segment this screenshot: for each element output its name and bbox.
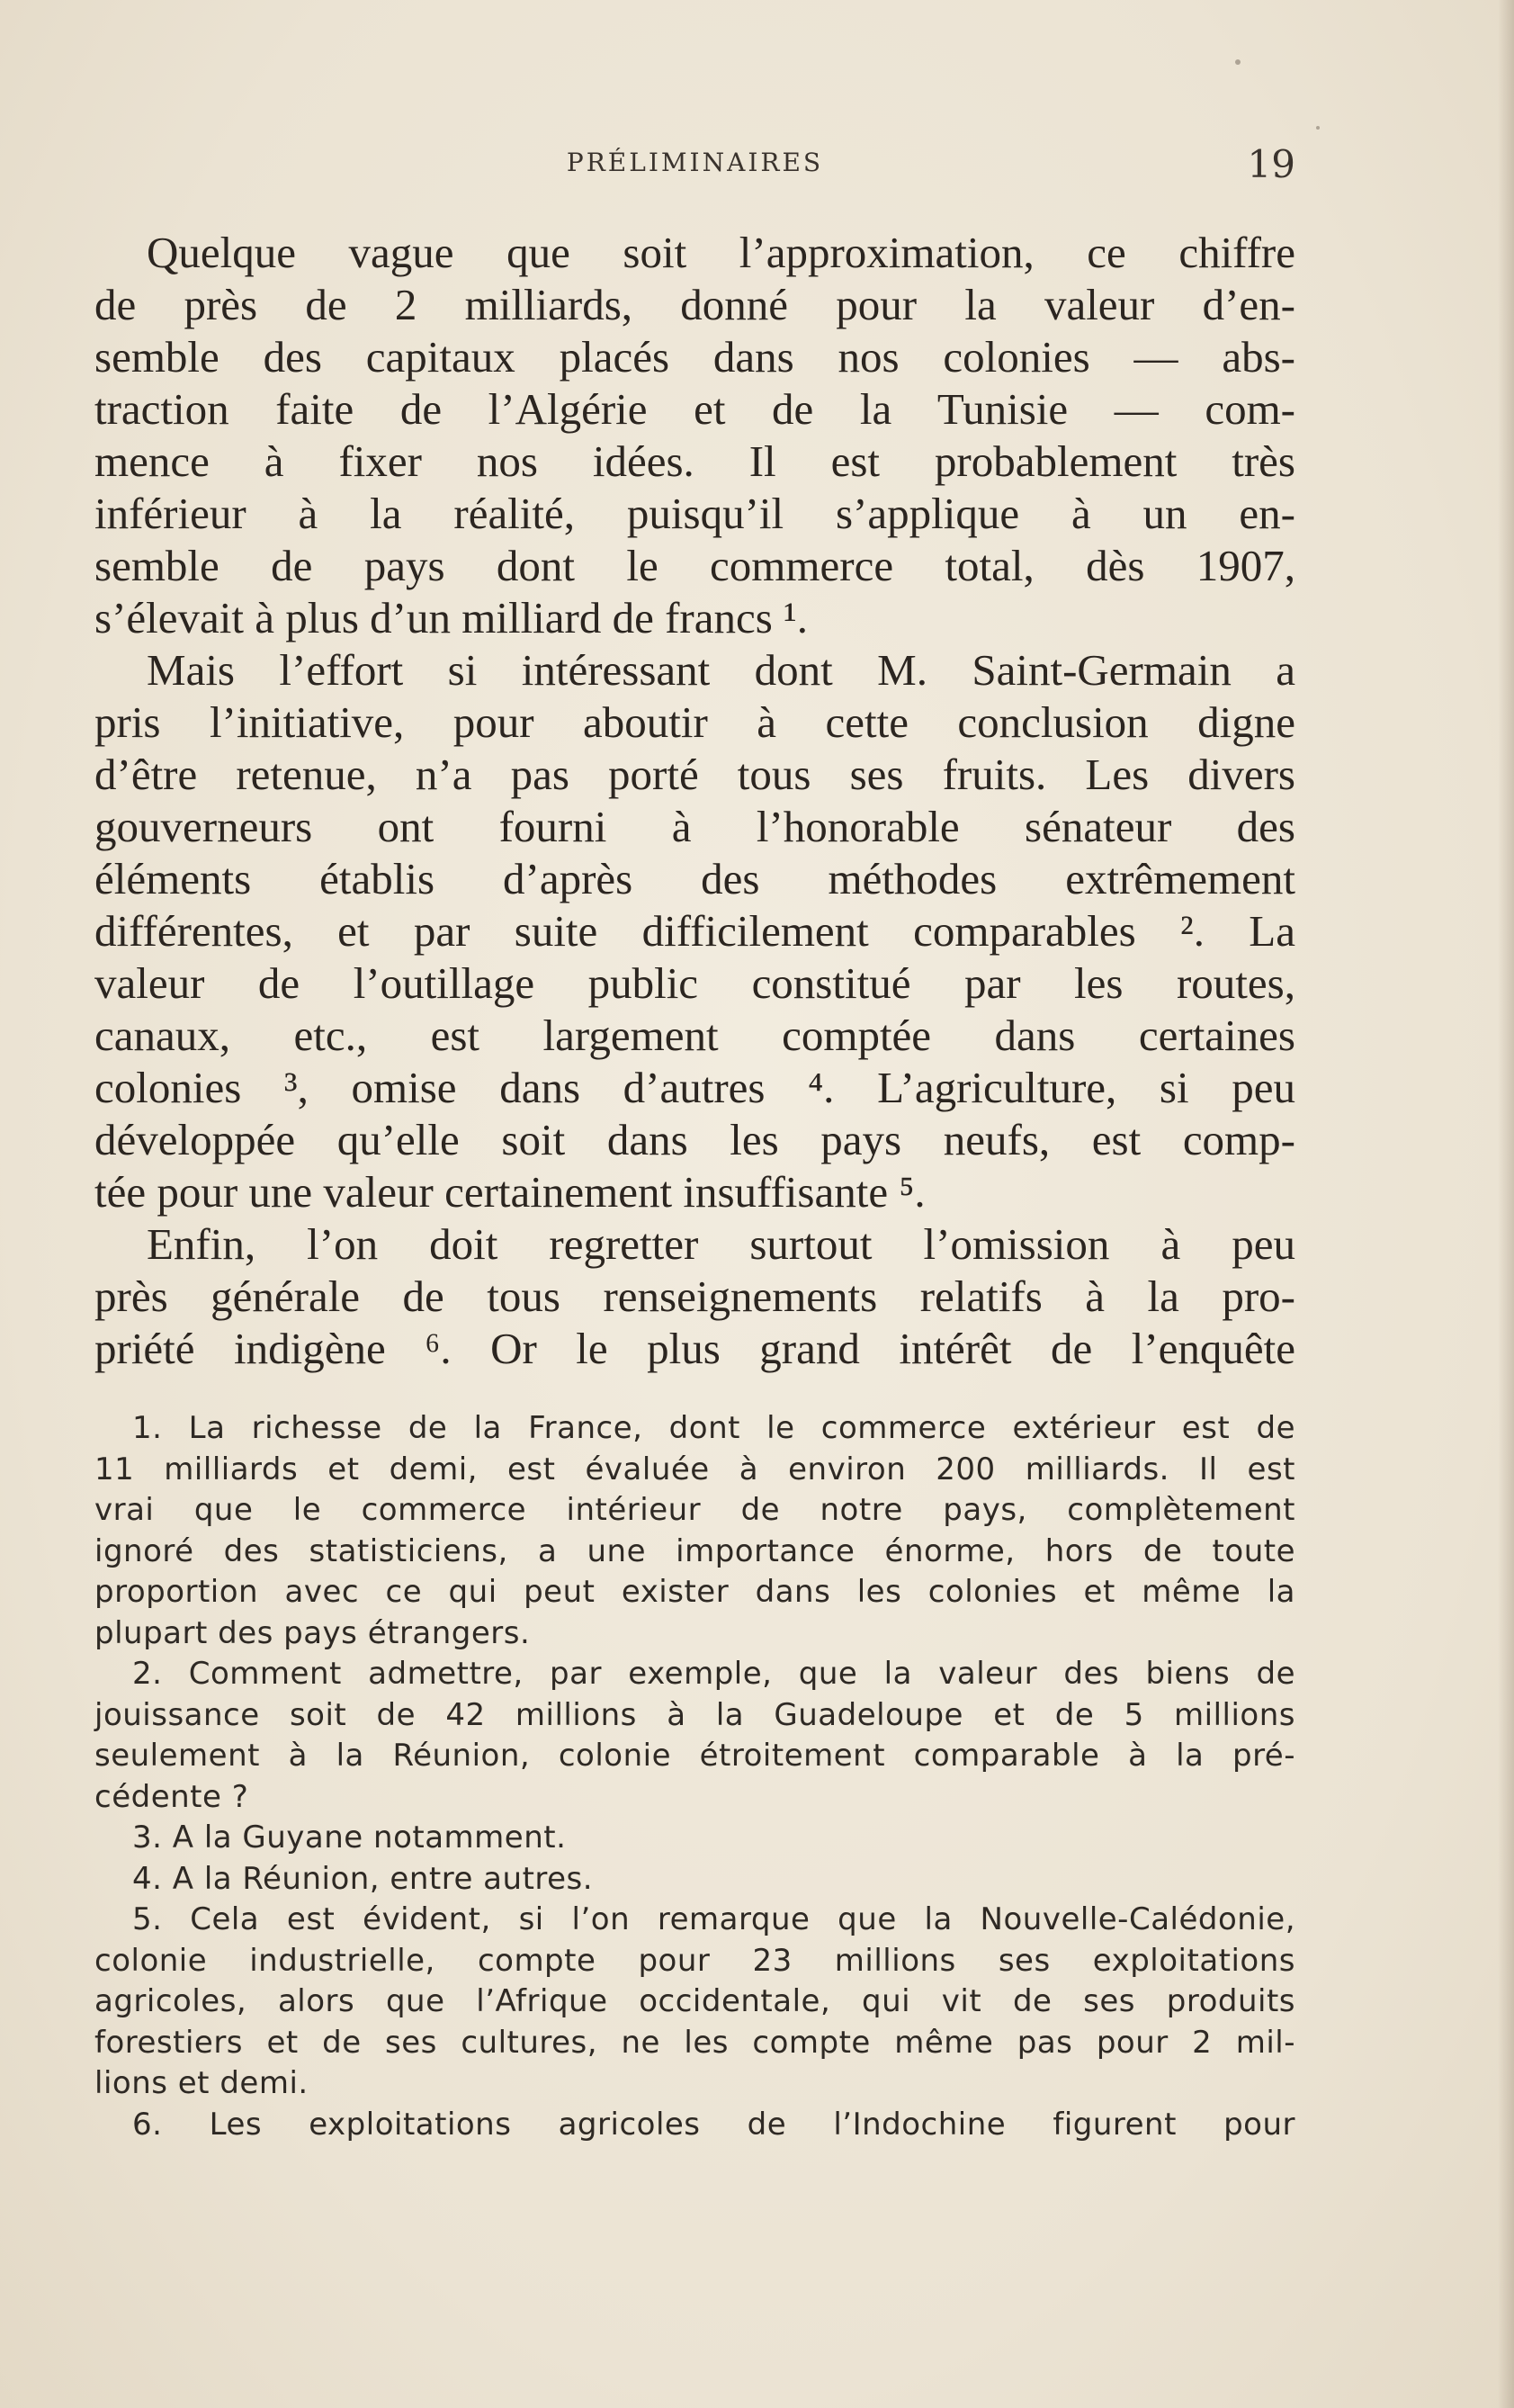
footnote-line: proportion avec ce qui peut exister dans les colonies et même la — [94, 1574, 1295, 1610]
body-line: développée qu’elle soit dans les pays neufs, est comp- — [94, 1115, 1295, 1164]
body-line: valeur de l’outillage public constitué par les routes, — [94, 958, 1295, 1008]
footnote-line: plupart des pays étrangers. — [94, 1614, 531, 1651]
footnote-line: 4. A la Réunion, entre autres. — [132, 1860, 594, 1897]
page-edge-shadow — [1498, 0, 1514, 2408]
body-line: traction faite de l’Algérie et de la Tunisie — com- — [94, 384, 1295, 434]
footnote-line: lions et demi. — [94, 2065, 309, 2101]
footnote-line: vrai que le commerce intérieur de notre pays, complètement — [94, 1492, 1295, 1528]
body-line: semble des capitaux placés dans nos colonies — abs- — [94, 332, 1295, 382]
body-line: priété indigène ⁶. Or le plus grand intérêt de l’enquête — [94, 1324, 1295, 1373]
body-line: mence à fixer nos idées. Il est probablement très — [94, 436, 1295, 486]
body-line: pris l’initiative, pour aboutir à cette conclusion digne — [94, 697, 1295, 747]
body-line: d’être retenue, n’a pas porté tous ses fruits. Les divers — [94, 750, 1295, 799]
paper-speck — [1235, 59, 1241, 65]
footnote-line: ignoré des statisticiens, a une importance énorme, hors de toute — [94, 1532, 1295, 1569]
body-line: inférieur à la réalité, puisqu’il s’applique à un en- — [94, 489, 1295, 538]
footnote-line: seulement à la Réunion, colonie étroitement comparable à la pré- — [94, 1738, 1295, 1774]
footnote-line: cédente ? — [94, 1778, 249, 1815]
running-head-title: PRÉLIMINAIRES — [566, 148, 824, 177]
running-head — [94, 142, 1295, 187]
footnote-line: agricoles, alors que l’Afrique occidentale, qui vit de ses produits — [94, 1983, 1295, 2019]
body-line: semble de pays dont le commerce total, dès 1907, — [94, 541, 1295, 590]
body-line: gouverneurs ont fourni à l’honorable sénateur des — [94, 802, 1295, 851]
body-line: canaux, etc., est largement comptée dans certaines — [94, 1011, 1295, 1060]
body-line: Mais l’effort si intéressant dont M. Saint-Germain a — [147, 645, 1295, 695]
body-line: s’élevait à plus d’un milliard de francs ¹. — [94, 593, 808, 642]
body-line: tée pour une valeur certainement insuffisante ⁵. — [94, 1167, 926, 1217]
footnote-line: 6. Les exploitations agricoles de l’Indochine figurent pour — [132, 2106, 1295, 2143]
footnote-line: 11 milliards et demi, est évaluée à environ 200 milliards. Il est — [94, 1451, 1295, 1487]
body-line: éléments établis d’après des méthodes extrêmement — [94, 854, 1295, 903]
footnote-line: 3. A la Guyane notamment. — [132, 1819, 567, 1855]
paper-speck — [1316, 126, 1320, 130]
footnote-line: forestiers et de ses cultures, ne les compte même pas pour 2 mil- — [94, 2024, 1295, 2061]
body-line: différentes, et par suite difficilement comparables ². La — [94, 906, 1295, 956]
body-line: de près de 2 milliards, donné pour la valeur d’en- — [94, 280, 1295, 329]
body-line: colonies ³, omise dans d’autres ⁴. L’agriculture, si peu — [94, 1063, 1295, 1112]
footnote-line: colonie industrielle, compte pour 23 millions ses exploitations — [94, 1942, 1295, 1979]
footnotes — [94, 1408, 1295, 2145]
body-line: Enfin, l’on doit regretter surtout l’omission à peu — [147, 1219, 1295, 1269]
page-number: 19 — [1247, 142, 1295, 186]
footnote-line: 2. Comment admettre, par exemple, que la valeur des biens de — [132, 1656, 1295, 1692]
footnote-line: jouissance soit de 42 millions à la Guadeloupe et de 5 millions — [94, 1696, 1295, 1733]
body-line: près générale de tous renseignements relatifs à la pro- — [94, 1271, 1295, 1321]
body-text — [94, 227, 1295, 1375]
footnote-line: 5. Cela est évident, si l’on remarque que la Nouvelle-Calédonie, — [132, 1901, 1295, 1937]
footnote-line: 1. La richesse de la France, dont le commerce extérieur est de — [132, 1410, 1295, 1446]
body-line: Quelque vague que soit l’approximation, ce chiffre — [147, 228, 1295, 277]
